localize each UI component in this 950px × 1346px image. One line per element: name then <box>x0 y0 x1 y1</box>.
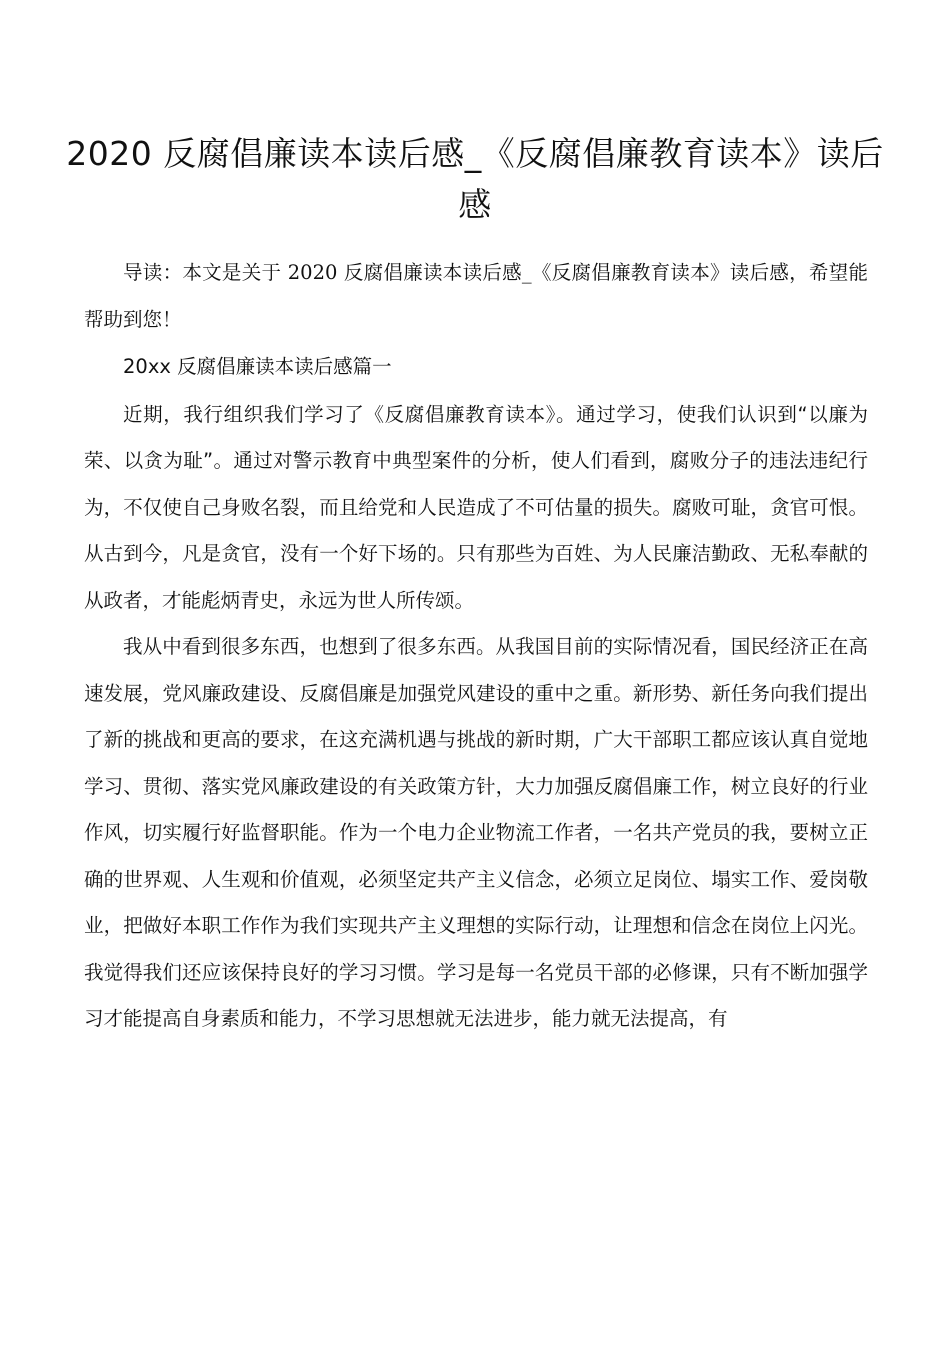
section-heading: 20xx 反腐倡廉读本读后感篇一 <box>123 355 392 378</box>
document-title: 2020 反腐倡廉读本读后感_《反腐倡廉教育读本》读后感 <box>66 134 884 224</box>
document-body <box>84 250 868 1043</box>
body-paragraph-2: 我从中看到很多东西，也想到了很多东西。从我国目前的实际情况看，国民经济正在高速发展，党风廉政建设、反腐倡廉是加强党风建设的重中之重。新形势、新任务向我们提出了新的挑战和更高的要求，在这充满机遇与挑战的新时期，广大干部职工都应该认真自觉地学习、贯彻、落实党风廉政建设的有关政策方针，大力加强反腐倡廉工作，树立良好的行业作风，切实履行好监督职能。作为一个电力企业物流工作者，一名共产党员的我，要树立正确的世界观、人生观和价值观，必须坚定共产主义信念，必须立足岗位、塌实工作、爱岗敬业，把做好本职工作作为我们实现共产主义理想的实际行动，让理想和信念在岗位上闪光。我觉得我们还应该保持良好的学习习惯。学习是每一名党员干部的必修课，只有不断加强学习才能提高自身素质和能力，不学习思想就无法进步，能力就无法提高，有 <box>84 635 868 1030</box>
intro-paragraph: 导读：本文是关于 2020 反腐倡廉读本读后感_《反腐倡廉教育读本》读后感，希望能帮助到您！ <box>84 261 868 331</box>
body-paragraph-1: 近期，我行组织我们学习了《反腐倡廉教育读本》。通过学习，使我们认识到“以廉为荣、以贪为耻”。通过对警示教育中典型案件的分析，使人们看到，腐败分子的违法违纪行为，不仅使自己身败名裂，而且给党和人民造成了不可估量的损失。腐败可耻，贪官可恨。从古到今，凡是贪官，没有一个好下场的。只有那些为百姓、为人民廉洁勤政、无私奉献的从政者，才能彪炳青史，永远为世人所传颂。 <box>84 402 868 612</box>
